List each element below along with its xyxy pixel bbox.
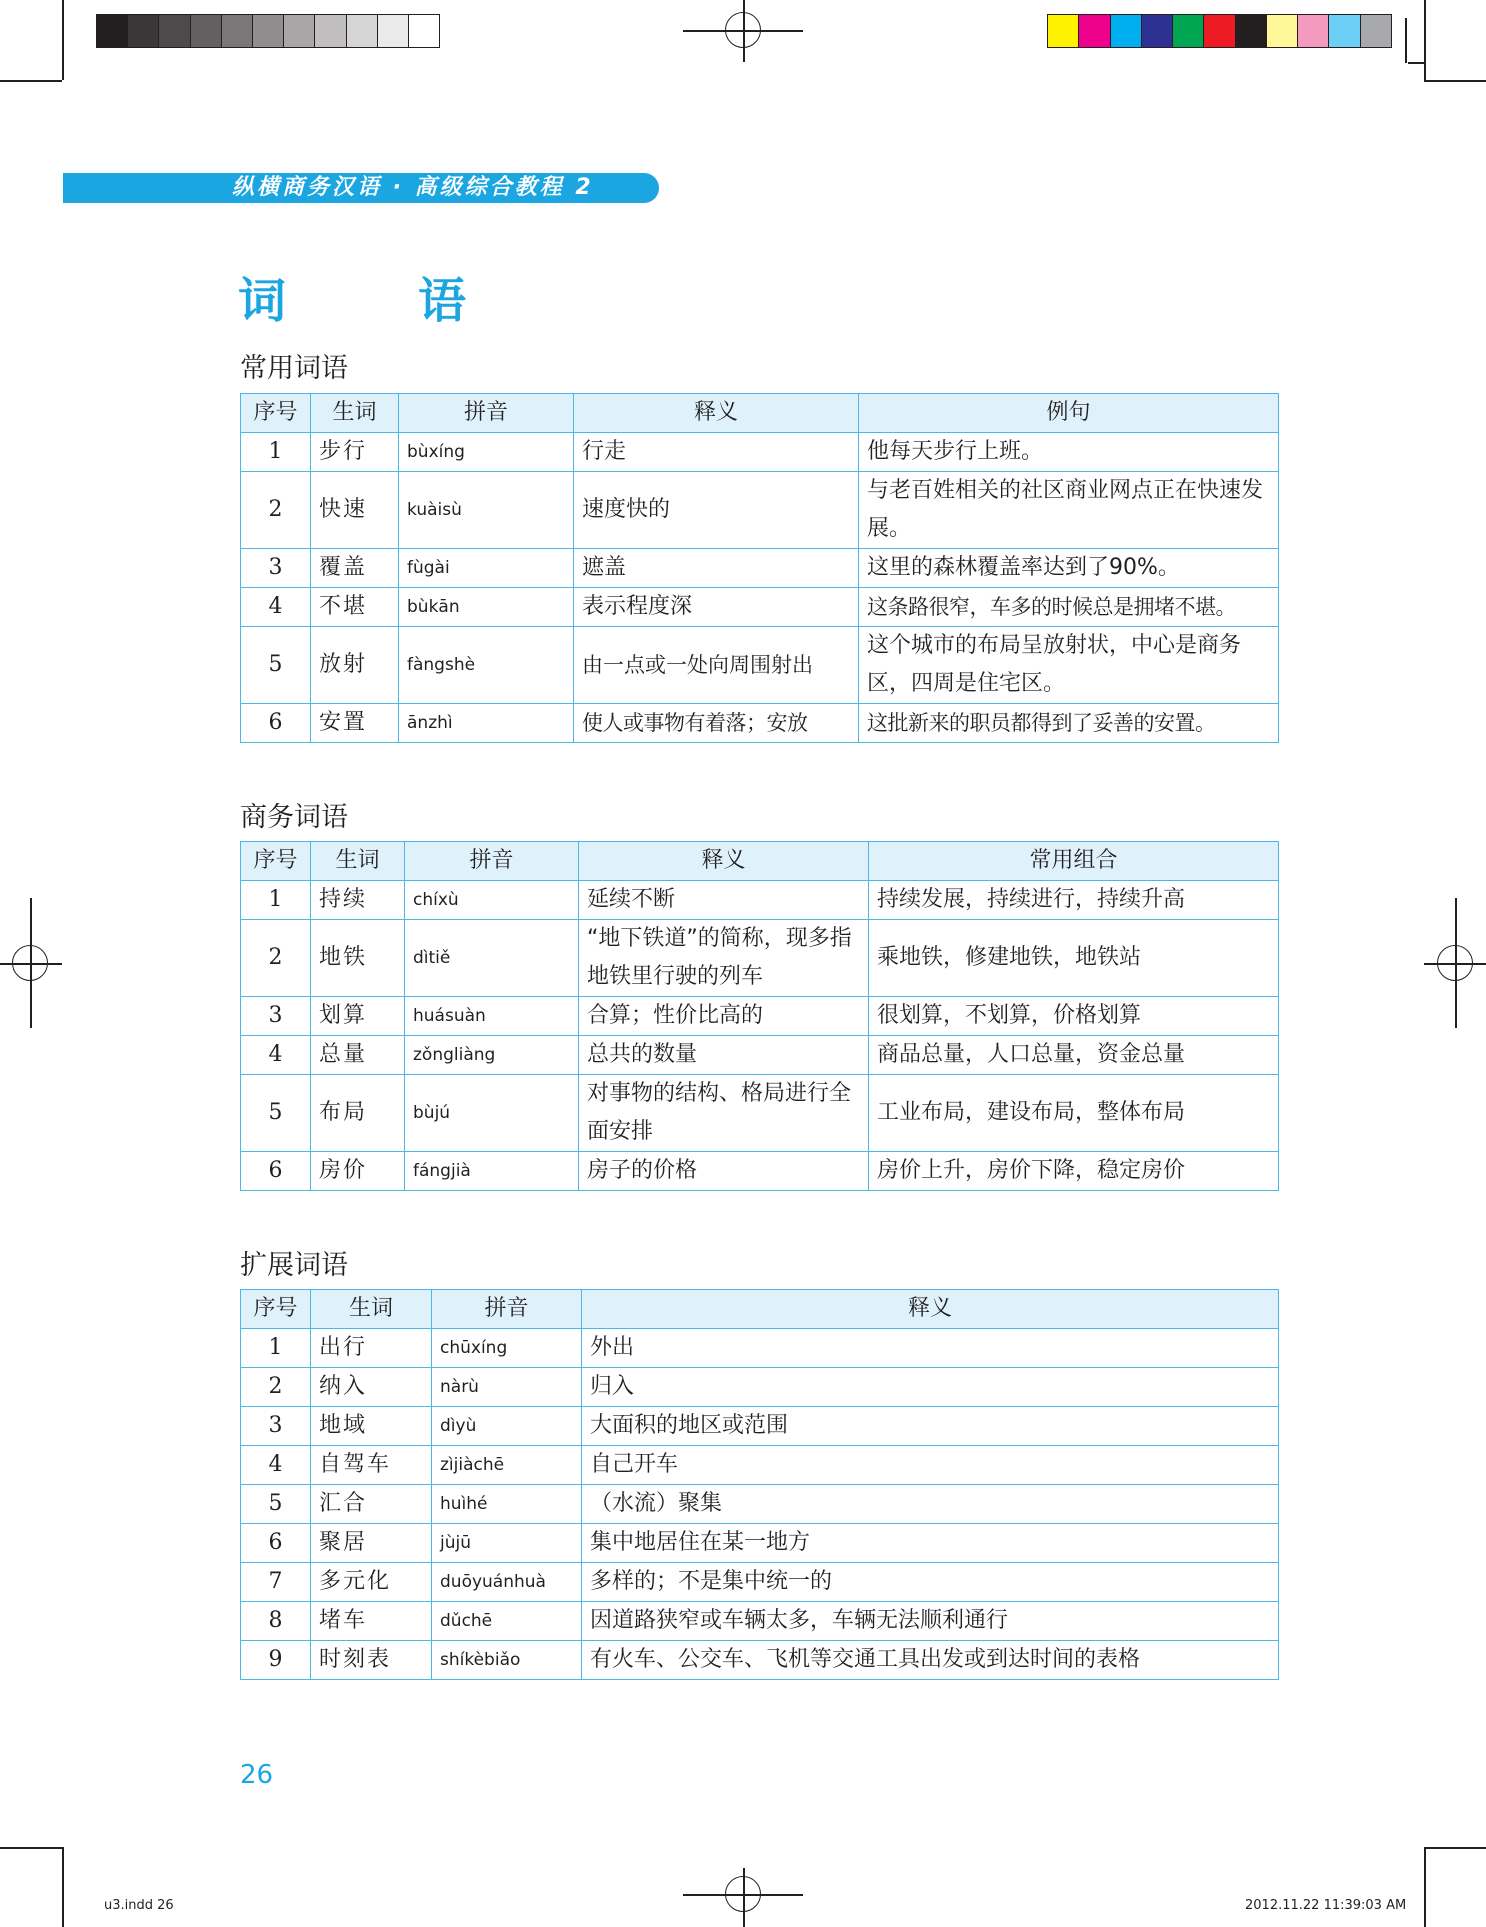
row-number: 5 bbox=[241, 1485, 311, 1524]
table-row bbox=[241, 1036, 1279, 1075]
pinyin-cell: duōyuánhuà bbox=[432, 1563, 582, 1602]
table-row bbox=[241, 1602, 1279, 1641]
word-cell: 持续 bbox=[311, 881, 405, 920]
row-number: 1 bbox=[241, 433, 311, 472]
book-title: 纵横商务汉语 · 高级综合教程 2 bbox=[232, 175, 594, 200]
table-row bbox=[241, 1075, 1279, 1152]
word-cell: 多元化 bbox=[311, 1563, 432, 1602]
definition-cell: 外出 bbox=[582, 1329, 1279, 1368]
word-cell: 时刻表 bbox=[311, 1641, 432, 1680]
word-cell: 地铁 bbox=[311, 920, 405, 997]
pinyin-cell: zǒngliàng bbox=[405, 1036, 579, 1075]
table-row bbox=[241, 1563, 1279, 1602]
pinyin-cell: bùxíng bbox=[399, 433, 574, 472]
definition-cell: 有火车、公交车、飞机等交通工具出发或到达时间的表格 bbox=[582, 1641, 1279, 1680]
definition-cell: 行走 bbox=[574, 433, 859, 472]
column-header: 序号 bbox=[241, 394, 311, 433]
color-swatch bbox=[1048, 15, 1079, 47]
grayscale-color-bar bbox=[96, 14, 440, 48]
row-number: 7 bbox=[241, 1563, 311, 1602]
gray-swatch bbox=[97, 15, 128, 47]
combination-cell: 很划算，不划算，价格划算 bbox=[869, 997, 1279, 1036]
definition-cell: 对事物的结构、格局进行全面安排 bbox=[579, 1075, 869, 1152]
example-cell: 这批新来的职员都得到了妥善的安置。 bbox=[859, 704, 1279, 743]
timestamp-slug: 2012.11.22 11:39:03 AM bbox=[1245, 1898, 1407, 1913]
color-swatch bbox=[1236, 15, 1267, 47]
combination-cell: 乘地铁，修建地铁，地铁站 bbox=[869, 920, 1279, 997]
pinyin-cell: fángjià bbox=[405, 1152, 579, 1191]
example-cell: 这里的森林覆盖率达到了90%。 bbox=[859, 549, 1279, 588]
gray-swatch bbox=[315, 15, 346, 47]
table-row bbox=[241, 997, 1279, 1036]
section-heading-extended: 扩展词语 bbox=[240, 1250, 348, 1281]
page-title: 词 语 bbox=[238, 273, 509, 329]
pinyin-cell: fàngshè bbox=[399, 627, 574, 704]
pinyin-cell: dìtiě bbox=[405, 920, 579, 997]
combination-cell: 房价上升，房价下降，稳定房价 bbox=[869, 1152, 1279, 1191]
definition-cell: 自己开车 bbox=[582, 1446, 1279, 1485]
table-row bbox=[241, 1446, 1279, 1485]
row-number: 4 bbox=[241, 1036, 311, 1075]
word-cell: 快速 bbox=[311, 472, 399, 549]
combination-cell: 工业布局，建设布局，整体布局 bbox=[869, 1075, 1279, 1152]
process-color-bar bbox=[1047, 14, 1392, 48]
combination-cell: 持续发展，持续进行，持续升高 bbox=[869, 881, 1279, 920]
section-heading-common: 常用词语 bbox=[240, 353, 348, 384]
table-row bbox=[241, 920, 1279, 997]
row-number: 6 bbox=[241, 1152, 311, 1191]
color-swatch bbox=[1361, 15, 1391, 47]
row-number: 6 bbox=[241, 704, 311, 743]
row-number: 2 bbox=[241, 1368, 311, 1407]
word-cell: 纳入 bbox=[311, 1368, 432, 1407]
pinyin-cell: huásuàn bbox=[405, 997, 579, 1036]
gray-swatch bbox=[409, 15, 439, 47]
column-header: 拼音 bbox=[405, 842, 579, 881]
common-words-table bbox=[240, 393, 1279, 743]
word-cell: 汇合 bbox=[311, 1485, 432, 1524]
definition-cell: 归入 bbox=[582, 1368, 1279, 1407]
gray-swatch bbox=[284, 15, 315, 47]
table-header-row bbox=[241, 394, 1279, 433]
color-swatch bbox=[1267, 15, 1298, 47]
definition-cell: 由一点或一处向周围射出 bbox=[574, 627, 859, 704]
definition-cell: 因道路狭窄或车辆太多，车辆无法顺利通行 bbox=[582, 1602, 1279, 1641]
pinyin-cell: huìhé bbox=[432, 1485, 582, 1524]
row-number: 3 bbox=[241, 549, 311, 588]
table-row bbox=[241, 549, 1279, 588]
column-header: 释义 bbox=[574, 394, 859, 433]
row-number: 3 bbox=[241, 997, 311, 1036]
table-row bbox=[241, 1329, 1279, 1368]
definition-cell: 大面积的地区或范围 bbox=[582, 1407, 1279, 1446]
pinyin-cell: chíxù bbox=[405, 881, 579, 920]
page-number: 26 bbox=[240, 1760, 274, 1790]
table-row bbox=[241, 704, 1279, 743]
example-cell: 这个城市的布局呈放射状，中心是商务区，四周是住宅区。 bbox=[859, 627, 1279, 704]
word-cell: 安置 bbox=[311, 704, 399, 743]
color-swatch bbox=[1142, 15, 1173, 47]
definition-cell: 使人或事物有着落；安放 bbox=[574, 704, 859, 743]
table-row bbox=[241, 1485, 1279, 1524]
pinyin-cell: zìjiàchē bbox=[432, 1446, 582, 1485]
table-header-row bbox=[241, 1290, 1279, 1329]
column-header: 序号 bbox=[241, 842, 311, 881]
row-number: 1 bbox=[241, 1329, 311, 1368]
color-swatch bbox=[1111, 15, 1142, 47]
pinyin-cell: dìyù bbox=[432, 1407, 582, 1446]
column-header: 序号 bbox=[241, 1290, 311, 1329]
table-row bbox=[241, 881, 1279, 920]
gray-swatch bbox=[128, 15, 159, 47]
word-cell: 划算 bbox=[311, 997, 405, 1036]
row-number: 6 bbox=[241, 1524, 311, 1563]
column-header: 生词 bbox=[311, 842, 405, 881]
word-cell: 布局 bbox=[311, 1075, 405, 1152]
color-swatch bbox=[1204, 15, 1235, 47]
definition-cell: 表示程度深 bbox=[574, 588, 859, 627]
definition-cell: 速度快的 bbox=[574, 472, 859, 549]
color-swatch bbox=[1329, 15, 1360, 47]
word-cell: 房价 bbox=[311, 1152, 405, 1191]
table-row bbox=[241, 1368, 1279, 1407]
section-heading-business: 商务词语 bbox=[240, 802, 348, 833]
gray-swatch bbox=[191, 15, 222, 47]
row-number: 4 bbox=[241, 1446, 311, 1485]
example-cell: 与老百姓相关的社区商业网点正在快速发展。 bbox=[859, 472, 1279, 549]
word-cell: 自驾车 bbox=[311, 1446, 432, 1485]
pinyin-cell: jùjū bbox=[432, 1524, 582, 1563]
definition-cell: 集中地居住在某一地方 bbox=[582, 1524, 1279, 1563]
column-header: 生词 bbox=[311, 1290, 432, 1329]
table-row bbox=[241, 588, 1279, 627]
word-cell: 堵车 bbox=[311, 1602, 432, 1641]
row-number: 9 bbox=[241, 1641, 311, 1680]
example-cell: 他每天步行上班。 bbox=[859, 433, 1279, 472]
definition-cell: 延续不断 bbox=[579, 881, 869, 920]
table-row bbox=[241, 472, 1279, 549]
table-row bbox=[241, 627, 1279, 704]
row-number: 2 bbox=[241, 472, 311, 549]
pinyin-cell: shíkèbiǎo bbox=[432, 1641, 582, 1680]
color-swatch bbox=[1173, 15, 1204, 47]
business-words-table bbox=[240, 841, 1279, 1191]
column-header: 常用组合 bbox=[869, 842, 1279, 881]
column-header: 例句 bbox=[859, 394, 1279, 433]
table-row bbox=[241, 1152, 1279, 1191]
definition-cell: （水流）聚集 bbox=[582, 1485, 1279, 1524]
pinyin-cell: dǔchē bbox=[432, 1602, 582, 1641]
color-swatch bbox=[1298, 15, 1329, 47]
word-cell: 覆盖 bbox=[311, 549, 399, 588]
word-cell: 步行 bbox=[311, 433, 399, 472]
definition-cell: “地下铁道”的简称，现多指地铁里行驶的列车 bbox=[579, 920, 869, 997]
row-number: 4 bbox=[241, 588, 311, 627]
word-cell: 聚居 bbox=[311, 1524, 432, 1563]
word-cell: 不堪 bbox=[311, 588, 399, 627]
row-number: 5 bbox=[241, 627, 311, 704]
row-number: 5 bbox=[241, 1075, 311, 1152]
row-number: 3 bbox=[241, 1407, 311, 1446]
gray-swatch bbox=[378, 15, 409, 47]
color-swatch bbox=[1079, 15, 1110, 47]
column-header: 释义 bbox=[582, 1290, 1279, 1329]
table-row bbox=[241, 1524, 1279, 1563]
word-cell: 出行 bbox=[311, 1329, 432, 1368]
word-cell: 地域 bbox=[311, 1407, 432, 1446]
definition-cell: 总共的数量 bbox=[579, 1036, 869, 1075]
word-cell: 总量 bbox=[311, 1036, 405, 1075]
row-number: 8 bbox=[241, 1602, 311, 1641]
column-header: 释义 bbox=[579, 842, 869, 881]
pinyin-cell: bùjú bbox=[405, 1075, 579, 1152]
pinyin-cell: bùkān bbox=[399, 588, 574, 627]
column-header: 拼音 bbox=[432, 1290, 582, 1329]
file-slug: u3.indd 26 bbox=[104, 1898, 174, 1913]
row-number: 1 bbox=[241, 881, 311, 920]
definition-cell: 多样的；不是集中统一的 bbox=[582, 1563, 1279, 1602]
definition-cell: 遮盖 bbox=[574, 549, 859, 588]
pinyin-cell: chūxíng bbox=[432, 1329, 582, 1368]
definition-cell: 合算；性价比高的 bbox=[579, 997, 869, 1036]
pinyin-cell: fùgài bbox=[399, 549, 574, 588]
table-row bbox=[241, 1641, 1279, 1680]
extended-words-table bbox=[240, 1289, 1279, 1680]
column-header: 拼音 bbox=[399, 394, 574, 433]
gray-swatch bbox=[159, 15, 190, 47]
combination-cell: 商品总量，人口总量，资金总量 bbox=[869, 1036, 1279, 1075]
pinyin-cell: kuàisù bbox=[399, 472, 574, 549]
table-header-row bbox=[241, 842, 1279, 881]
example-cell: 这条路很窄，车多的时候总是拥堵不堪。 bbox=[859, 588, 1279, 627]
definition-cell: 房子的价格 bbox=[579, 1152, 869, 1191]
table-row bbox=[241, 433, 1279, 472]
row-number: 2 bbox=[241, 920, 311, 997]
pinyin-cell: ānzhì bbox=[399, 704, 574, 743]
gray-swatch bbox=[253, 15, 284, 47]
table-row bbox=[241, 1407, 1279, 1446]
word-cell: 放射 bbox=[311, 627, 399, 704]
gray-swatch bbox=[222, 15, 253, 47]
pinyin-cell: nàrù bbox=[432, 1368, 582, 1407]
column-header: 生词 bbox=[311, 394, 399, 433]
gray-swatch bbox=[347, 15, 378, 47]
